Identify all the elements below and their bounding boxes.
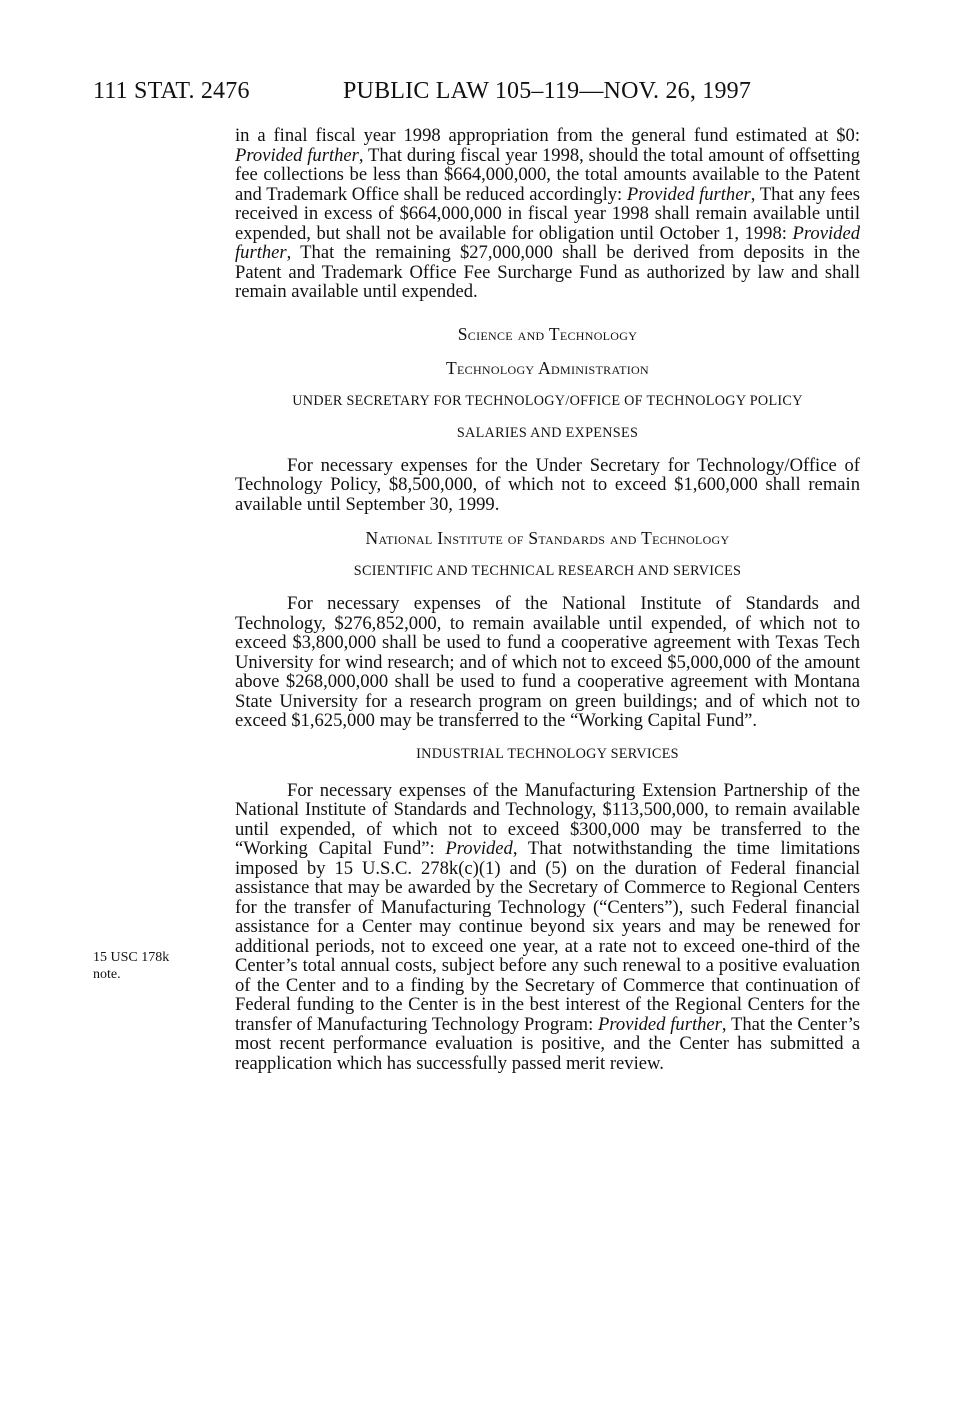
heading-salaries-expenses: SALARIES AND EXPENSES [456,424,639,441]
paragraph-manufacturing-extension: For necessary expenses of the Manufacturing Extension Partnership of the National Institute of Standards and Technology, $113,500,000, to remain available until expended, of which not to exceed $300,000 may be transferred to the “Working Capital Fund”: Provided, That notwithstanding the time limitations imposed by 15 U.S.C. 278k(c)(1) and (5) on the duration of Federal financial assistance that may be awarded by the Secretary of Commerce to Regional Centers for the transfer of Manufacturing Technology (“Centers”), such Federal financial assistance for a Center may continue beyond six years and may be renewed for additional periods, not to exceed one year, at a rate not to exceed one-third of the Center’s total annual costs, subject before any such renewal to a positive evaluation of the Center and to a finding by the Secretary of Commerce that continuation of Federal funding to the Center is in the best interest of the Regional Centers for the transfer of Manufacturing Technology Program: Provided further, That the Center’s most recent performance evaluation is positive, and the Center has submitted a reapplication which has successfully passed merit review. [235,779,861,1074]
statute-reference: 111 STAT. 2476 [93,78,250,104]
document-body [235,126,860,1073]
margin-note [93,949,203,983]
heading-nist: National Institute of Standards and Technology [365,528,730,548]
heading-industrial-services: INDUSTRIAL TECHNOLOGY SERVICES [416,745,679,762]
heading-science-technology: Science and Technology [457,323,638,344]
heading-scientific-research: SCIENTIFIC AND TECHNICAL RESEARCH AND SERVICES [353,563,742,579]
margin-note-citation: 15 USC 178k [93,950,170,965]
heading-technology-administration: Technology Administration [446,357,649,378]
paragraph-nist: For necessary expenses of the National Institute of Standards and Technology, $276,852,000, to remain available until expended, of which not to exceed $3,800,000 shall be used to fund a cooperative agreement with Texas Tech University for wind research; and of which not to exceed $5,000,000 of the amount above $268,000,000 shall be used to fund a cooperative agreement with Montana State University for a research program on green buildings; and of which not to exceed $1,625,000 may be transferred to the “Working Capital Fund”. [235,593,860,731]
margin-note-label: note. [93,967,121,982]
paragraph-under-secretary: For necessary expenses for the Under Secretary for Technology/Office of Technology Policy, $8,500,000, of which not to exceed $1,600,000 shall remain available until September 30, 1999. [235,454,860,515]
public-law-title: PUBLIC LAW 105–119—NOV. 26, 1997 [343,78,752,104]
paragraph-patent-office-fees: in a final fiscal year 1998 appropriation from the general fund estimated at $0: Provided further, That during fiscal year 1998, should the total amount of offsetting fee collections be less than $664,000,000, the total amounts available to the Patent and Trademark Office shall be reduced accordingly: Provided further, That any fees received in excess of $664,000,000 in fiscal year 1998 shall remain available until expended, but shall not be available for obligation until October 1, 1998: Provided further, That the remaining $27,000,000 shall be derived from deposits in the Patent and Trademark Office Fee Surcharge Fund as authorized by law and shall remain available until expended. [235,125,861,302]
heading-under-secretary: UNDER SECRETARY FOR TECHNOLOGY/OFFICE OF TECHNOLOGY POLICY [292,392,803,409]
